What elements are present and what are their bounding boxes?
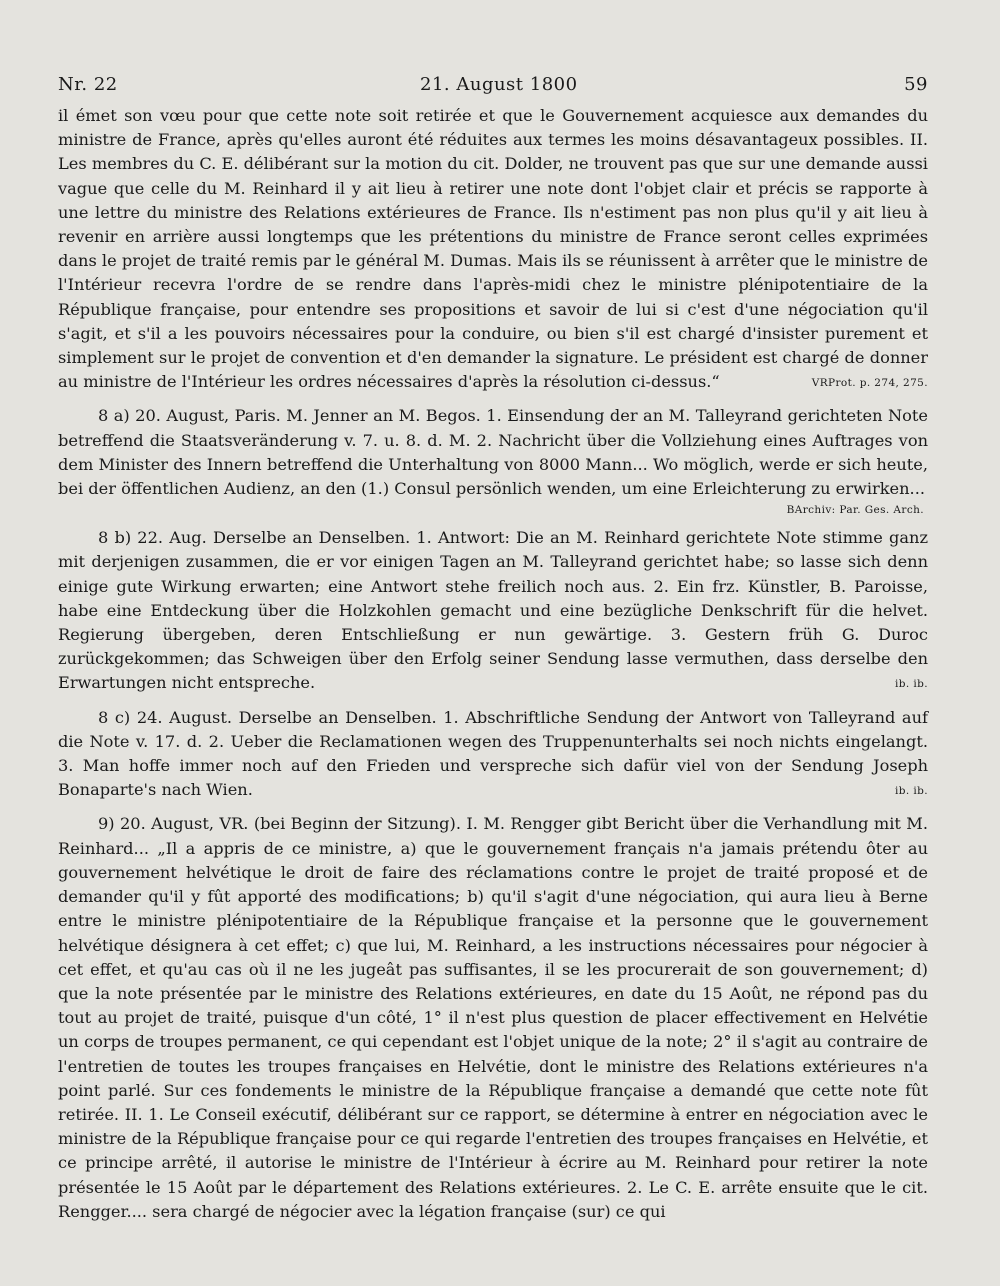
running-head bbox=[58, 74, 928, 104]
entry-9 bbox=[58, 812, 928, 1223]
source-citation: VRProt. p. 274, 275. bbox=[811, 377, 928, 390]
entry-8c bbox=[58, 706, 928, 803]
page-number: 59 bbox=[904, 74, 928, 95]
paragraph-text: 8 a) 20. August, Paris. M. Jenner an M. Begos. 1. Einsendung der an M. Talleyrand gerichteten Note betreffend die Staatsveränderung v. 7. u. 8. d. M. 2. Nachricht über die Vollziehung eines Auftrages von dem Minister des Innern betreffend die Unterhaltung von 8000 Mann... Wo möglich, werde er sich heute, bei der öffentlichen Audienz, an den (1.) Consul persönlich wenden, um eine Erleichterung zu erwirken... bbox=[58, 406, 928, 499]
document-number: Nr. 22 bbox=[58, 74, 118, 95]
entry-8b bbox=[58, 526, 928, 695]
source-citation: ib. ib. bbox=[895, 678, 928, 691]
paragraph-text: il émet son vœu pour que cette note soit retirée et que le Gouvernement acquiesce aux demandes du ministre de France, après qu'elles auront été réduites aux termes les moins désavantageux possibles. II. Les membres du C. E. délibérant sur la motion du cit. Dolder, ne trouvent pas que sur une demande aussi vague que celle du M. Reinhard il y ait lieu à retirer une note dont l'objet clair et précis se rapporte à une lettre du ministre des Relations extérieures de France. Ils n'estiment pas non plus qu'il y ait lieu à revenir en arrière aussi longtemps que les prétentions du ministre de France seront celles exprimées dans le projet de traité remis par le général M. Dumas. Mais ils se réunissent à arrêter que le ministre de l'Intérieur recevra l'ordre de se rendre dans l'après-midi chez le ministre plénipotentiaire de la République française, pour entendre ses propositions et savoir de lui si c'est d'une négociation qu'il s'agit, et s'il a les pouvoirs nécessaires pour la conduire, ou bien s'il est chargé d'insister purement et simplement sur le projet de convention et d'en demander la signature. Le président est chargé de donner au ministre de l'Intérieur les ordres nécessaires d'après la résolution ci-dessus.“ bbox=[58, 106, 928, 392]
source-citation: BArchiv: Par. Ges. Arch. bbox=[786, 504, 924, 517]
source-citation: ib. ib. bbox=[895, 785, 928, 798]
paragraph-text: 8 c) 24. August. Derselbe an Denselben. 1. Abschriftliche Sendung der Antwort von Talleyrand auf die Note v. 17. d. 2. Ueber die Reclamationen wegen des Truppenunterhalts sei noch nichts eingelangt. 3. Man hoffe immer noch auf den Frieden und verspreche sich dafür viel von der Sendung Joseph Bonaparte's nach Wien. bbox=[58, 707, 928, 800]
paragraph-text: 9) 20. August, VR. (bei Beginn der Sitzung). I. M. Rengger gibt Bericht über die Verhandlung mit M. Reinhard... „Il a appris de ce ministre, a) que le gouvernement français n'a jamais prétendu ôter au gouvernement helvétique le droit de faire des réclamations contre le projet de traité proposé et de demander qu'il y fût apporté des modifications; b) qu'il s'agit d'une négociation, qui aura lieu à Berne entre le ministre plénipotentiaire de la République française et la personne que le gouvernement helvétique désignera à cet effet; c) que lui, M. Reinhard, a les instructions nécessaires pour négocier à cet effet, et qu'au cas où il ne les jugeât pas suffisantes, il se les procurerait de son gouvernement; d) que la note présentée par le ministre des Relations extérieures, en date du 15 Août, ne répond pas du tout au projet de traité, puisque d'un côté, 1° il n'est plus question de placer effectivement en Helvétie un corps de troupes permanent, ce qui cependant est l'objet unique de la note; 2° il s'agit au contraire de l'entretien de toutes les troupes françaises en Helvétie, dont le ministre des Relations extérieures n'a point parlé. Sur ces fondements le ministre de la République française a demandé que cette note fût retirée. II. 1. Le Conseil exécutif, délibérant sur ce rapport, se détermine à entrer en négociation avec le ministre de la République française pour ce qui regarde l'entretien des troupes françaises en Helvétie, et ce principe arrêté, il autorise le ministre de l'Intérieur à écrire au M. Reinhard pour retirer la note présentée le 15 Août par le département des Relations extérieures. 2. Le C. E. arrête ensuite que le cit. Rengger.... sera chargé de négocier avec la légation française (sur) ce qui bbox=[58, 814, 928, 1221]
paragraph-continuation bbox=[58, 104, 928, 394]
entry-8a bbox=[58, 404, 928, 519]
document-date: 21. August 1800 bbox=[420, 74, 578, 95]
paragraph-text: 8 b) 22. Aug. Derselbe an Denselben. 1. Antwort: Die an M. Reinhard gerichtete Note stimme ganz mit derjenigen zusammen, die er vor einigen Tagen an M. Talleyrand gerichtet habe; so lasse sich denn einige gute Wirkung erwarten; eine Antwort stehe freilich noch aus. 2. Ein frz. Künstler, B. Paroisse, habe eine Entdeckung über die Holzkohlen gemacht und eine bezügliche Denkschrift für die helvet. Regierung übergeben, deren Entschließung er nun gewärtige. 3. Gestern früh G. Duroc zurückgekommen; das Schweigen über den Erfolg seiner Sendung lasse vermuthen, dass derselbe den Erwartungen nicht entspreche. bbox=[58, 528, 928, 693]
